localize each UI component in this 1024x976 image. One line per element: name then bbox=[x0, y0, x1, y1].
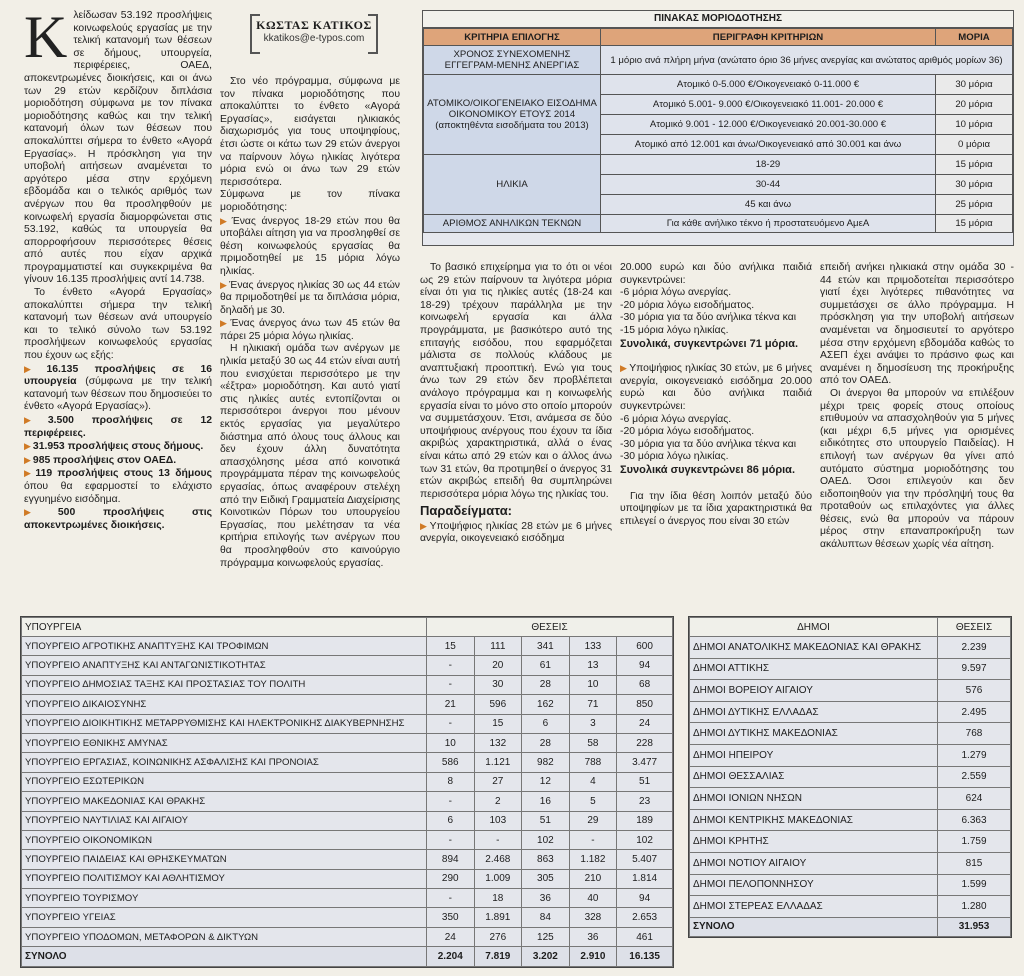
list-item: ▶ 500 προσλήψεις στις αποκεντρωμένες διοικήσεις. bbox=[24, 507, 212, 531]
criterion-description: Ατομικό 9.001 - 12.000 €/Οικογενειακό 20.001-30.000 € bbox=[601, 115, 936, 135]
score-line: -20 μόρια λόγω εισοδήματος. bbox=[620, 426, 755, 438]
table-cell: 3.477 bbox=[617, 753, 673, 772]
total-label: ΣΥΝΟΛΟ bbox=[690, 917, 938, 936]
table-cell: 15 bbox=[427, 637, 475, 656]
table-row bbox=[690, 874, 1011, 896]
table-cell: 328 bbox=[569, 908, 617, 927]
table-header-row bbox=[22, 618, 673, 637]
table-cell: 1.121 bbox=[474, 753, 522, 772]
table-row bbox=[22, 889, 673, 908]
table-row bbox=[22, 656, 673, 675]
municipality-name: ΔΗΜΟΙ ΘΕΣΣΑΛΙΑΣ bbox=[690, 766, 938, 788]
table-cell: - bbox=[474, 830, 522, 849]
table-cell: 28 bbox=[522, 733, 570, 752]
column-header: ΘΕΣΕΙΣ bbox=[427, 618, 673, 637]
municipality-name: ΔΗΜΟΙ ΑΝΑΤΟΛΙΚΗΣ ΜΑΚΕΔΟΝΙΑΣ ΚΑΙ ΘΡΑΚΗΣ bbox=[690, 637, 938, 659]
table-cell: 768 bbox=[938, 723, 1011, 745]
table-cell: 863 bbox=[522, 850, 570, 869]
table-cell: - bbox=[427, 714, 475, 733]
total-cell: 16.135 bbox=[617, 947, 673, 966]
table-cell: 111 bbox=[474, 637, 522, 656]
table-cell: 1.814 bbox=[617, 869, 673, 888]
table-row bbox=[690, 831, 1011, 853]
list-item: ▶ 3.500 προσλήψεις σε 12 περιφέρειες. bbox=[24, 415, 212, 439]
table-cell: 94 bbox=[617, 889, 673, 908]
table-cell: 12 bbox=[522, 772, 570, 791]
municipality-name: ΔΗΜΟΙ ΒΟΡΕΙΟΥ ΑΙΓΑΙΟΥ bbox=[690, 680, 938, 702]
table-row bbox=[424, 215, 1013, 233]
table-cell: 24 bbox=[427, 927, 475, 946]
criterion-points: 10 μόρια bbox=[936, 115, 1013, 135]
table-row bbox=[22, 830, 673, 849]
table-cell: 133 bbox=[569, 637, 617, 656]
table-cell: 189 bbox=[617, 811, 673, 830]
table-cell: 84 bbox=[522, 908, 570, 927]
table-cell: 1.759 bbox=[938, 831, 1011, 853]
table-row bbox=[690, 744, 1011, 766]
table-row bbox=[690, 766, 1011, 788]
column-header: ΜΟΡΙΑ bbox=[936, 29, 1013, 46]
criterion-description: 18-29 bbox=[601, 155, 936, 175]
municipality-name: ΔΗΜΟΙ ΚΕΝΤΡΙΚΗΣ ΜΑΚΕΔΟΝΙΑΣ bbox=[690, 809, 938, 831]
drop-cap: Κ bbox=[24, 4, 68, 70]
criterion-label: ΧΡΟΝΟΣ ΣΥΝΕΧΟΜΕΝΗΣ ΕΓΓΕΓΡΑΜ-ΜΕΝΗΣ ΑΝΕΡΓΙΑΣ bbox=[424, 46, 601, 75]
table-cell: 29 bbox=[569, 811, 617, 830]
table-row bbox=[690, 852, 1011, 874]
table-cell: 51 bbox=[617, 772, 673, 791]
table-cell: 1.182 bbox=[569, 850, 617, 869]
triangle-bullet-icon: ▶ bbox=[24, 441, 31, 452]
table-cell: 20 bbox=[474, 656, 522, 675]
example-2: ▶ Υποψήφιος ηλικίας 30 ετών, με 6 μήνες ανεργία, οικογενειακό εισόδημα 20.000 ευρώ και δύο ανήλικα παιδιά συγκεντρώνει: bbox=[620, 363, 812, 412]
ministry-name: ΥΠΟΥΡΓΕΙΟ ΑΓΡΟΤΙΚΗΣ ΑΝΑΠΤΥΞΗΣ ΚΑΙ ΤΡΟΦΙΜΩΝ bbox=[22, 637, 427, 656]
table-cell: 102 bbox=[617, 830, 673, 849]
table-row bbox=[22, 927, 673, 946]
municipality-name: ΔΗΜΟΙ ΙΟΝΙΩΝ ΝΗΣΩΝ bbox=[690, 788, 938, 810]
criterion-points: 0 μόρια bbox=[936, 135, 1013, 155]
table-cell: 71 bbox=[569, 695, 617, 714]
ministry-name: ΥΠΟΥΡΓΕΙΟ ΥΠΟΔΟΜΩΝ, ΜΕΤΑΦΟΡΩΝ & ΔΙΚΤΥΩΝ bbox=[22, 927, 427, 946]
table-cell: 162 bbox=[522, 695, 570, 714]
municipality-name: ΔΗΜΟΙ ΚΡΗΤΗΣ bbox=[690, 831, 938, 853]
score-line: -20 μόρια λόγω εισοδήματος. bbox=[620, 299, 755, 311]
table-row bbox=[22, 733, 673, 752]
municipalities-positions-table bbox=[688, 616, 1012, 938]
municipality-name: ΔΗΜΟΙ ΑΤΤΙΚΗΣ bbox=[690, 658, 938, 680]
article-column-3 bbox=[420, 262, 612, 546]
score-line: -30 μόρια λόγω ηλικίας. bbox=[620, 451, 729, 463]
table-cell: 94 bbox=[617, 656, 673, 675]
table-cell: 9.597 bbox=[938, 658, 1011, 680]
table-row bbox=[22, 772, 673, 791]
table-cell: 125 bbox=[522, 927, 570, 946]
paragraph: Για την ίδια θέση λοιπόν μεταξύ δύο υποψηφίων με τα ίδια χαρακτηριστικά θα επιλεγεί ο άνεργος που είναι 30 ετών bbox=[620, 490, 812, 527]
table-row bbox=[690, 809, 1011, 831]
criterion-label: ΑΤΟΜΙΚΟ/ΟΙΚΟΓΕΝΕΙΑΚΟ ΕΙΣΟΔΗΜΑ ΟΙΚΟΝΟΜΙΚΟΥ ΕΤΟΥΣ 2014 (αποκτηθέντα εισοδήματα του 2013) bbox=[424, 75, 601, 155]
article-column-4 bbox=[620, 262, 812, 528]
table-cell: 4 bbox=[569, 772, 617, 791]
table-cell: 2.653 bbox=[617, 908, 673, 927]
ministry-name: ΥΠΟΥΡΓΕΙΟ ΤΟΥΡΙΣΜΟΥ bbox=[22, 889, 427, 908]
criterion-description: 1 μόριο ανά πλήρη μήνα (ανώτατο όριο 36 μήνες ανεργίας και ανώτατος αριθμός μορίων 36) bbox=[601, 46, 1013, 75]
table-row bbox=[690, 896, 1011, 918]
list-item: ▶ 985 προσλήψεις στον ΟΑΕΔ. bbox=[24, 454, 177, 466]
list-item: ▶ 16.135 προσλήψεις σε 16 υπουργεία (σύμφωνα με την τελική κατανομή των θέσεων που δημοσιεύει το ένθετο «Αγορά Εργασίας»). bbox=[24, 363, 213, 413]
examples-heading: Παραδείγματα: bbox=[420, 503, 513, 519]
score-line: -30 μόρια για τα δύο ανήλικα τέκνα και bbox=[620, 312, 797, 324]
table-row bbox=[22, 695, 673, 714]
criterion-points: 30 μόρια bbox=[936, 75, 1013, 95]
ministry-name: ΥΠΟΥΡΓΕΙΟ ΠΑΙΔΕΙΑΣ ΚΑΙ ΘΡΗΣΚΕΥΜΑΤΩΝ bbox=[22, 850, 427, 869]
criterion-description: 45 και άνω bbox=[601, 195, 936, 215]
criterion-description: Ατομικό 0-5.000 €/Οικογενειακό 0-11.000 € bbox=[601, 75, 936, 95]
triangle-bullet-icon: ▶ bbox=[24, 468, 34, 479]
table-cell: 23 bbox=[617, 792, 673, 811]
ministries-positions-table bbox=[20, 616, 674, 968]
table-cell: 103 bbox=[474, 811, 522, 830]
table-cell: 341 bbox=[522, 637, 570, 656]
criterion-points: 20 μόρια bbox=[936, 95, 1013, 115]
table-total-row bbox=[690, 917, 1011, 936]
table-cell: 600 bbox=[617, 637, 673, 656]
paragraph: Το ένθετο «Αγορά Εργασίας» αποκαλύπτει σήμερα την τελική κατανομή των θέσεων ανά υπουργείο και το τελικό σύνολο των 53.192 προσλήψεων κοινωφελούς εργασίας που έχουν ως εξής: bbox=[24, 287, 212, 362]
triangle-bullet-icon: ▶ bbox=[24, 507, 56, 518]
list-item: ▶ 31.953 προσλήψεις στους δήμους. bbox=[24, 441, 204, 453]
table-cell: 1.599 bbox=[938, 874, 1011, 896]
table-row bbox=[22, 850, 673, 869]
table-cell: 2.559 bbox=[938, 766, 1011, 788]
table-cell: 2.495 bbox=[938, 701, 1011, 723]
paragraph: Στο νέο πρόγραμμα, σύμφωνα με τον πίνακα μοριοδότησης που αποκαλύπτει το ένθετο «Αγορά Εργασίας», εισάγεται ηλικιακός διαχωρισμός για τους υποψηφίους, έτσι ώστε οι κάτω των 29 ετών άνεργοι να παίρνουν λόγω ηλικίας λιγότερα μόρια ενώ οι άνω των 29 ετών περισσότερα. bbox=[220, 76, 400, 188]
hiring-summary-list bbox=[24, 363, 212, 533]
triangle-bullet-icon: ▶ bbox=[220, 279, 228, 290]
table-cell: 2.468 bbox=[474, 850, 522, 869]
table-row bbox=[22, 869, 673, 888]
column-header: ΘΕΣΕΙΣ bbox=[938, 618, 1011, 637]
score-total: Συνολικά συγκεντρώνει 86 μόρια. bbox=[620, 463, 795, 476]
score-line: -6 μόρια λόγω ανεργίας. bbox=[620, 287, 732, 299]
table-cell: 624 bbox=[938, 788, 1011, 810]
paragraph: Οι άνεργοι θα μπορούν να επιλέξουν μέχρι τρεις φορείς στους οποίους επιθυμούν να απασχοληθούν για 5 μήνες (και μέχρι 6,5 μήνες για ορισμένες ειδικότητες στο υπουργείο Παιδείας). Η επιλογή των ανέργων θα γίνει από αυτόματο σύστημα μοριοδότησης του ΟΑΕΔ. Όσοι επιλεγούν και δεν ειδοποιηθούν για την πρόσληψή τους θα προταθούν ως επιλαχόντες για άλλες θέσεις, ενώ θα μπορούν να πάρουν μέρος στην επαναπροκήρυξη των ακάλυπτων θέσεων χωρίς νέα αίτηση. bbox=[820, 387, 1014, 551]
table-row bbox=[690, 637, 1011, 659]
table-cell: 5 bbox=[569, 792, 617, 811]
list-item: ▶ Ένας άνεργος άνω των 45 ετών θα πάρει 25 μόρια λόγω ηλικίας. bbox=[220, 318, 400, 342]
list-item: ▶ 119 προσλήψεις στους 13 δήμους όπου θα εφαρμοστεί το ελάχιστο εγγυημένο εισόδημα. bbox=[24, 468, 212, 505]
table-header-row bbox=[424, 29, 1013, 46]
byline bbox=[250, 14, 378, 54]
list-item: ▶ Ένας άνεργος 18-29 ετών που θα υποβάλει αίτηση για να προσληφθεί σε θέση κοινωφελούς εργασίας θα πριμοδοτηθεί με 15 μόρια λόγω ηλικίας. bbox=[220, 215, 401, 277]
table-cell: 102 bbox=[522, 830, 570, 849]
table-row bbox=[22, 792, 673, 811]
table-row bbox=[22, 753, 673, 772]
table-cell: - bbox=[427, 830, 475, 849]
author-email: kkatikos@e-typos.com bbox=[263, 33, 365, 44]
list-item: ▶ Ένας άνεργος ηλικίας 30 ως 44 ετών θα πριμοδοτηθεί με τα διπλάσια μόρια, δηλαδή με 30. bbox=[220, 279, 400, 316]
total-cell: 7.819 bbox=[474, 947, 522, 966]
paragraph: Σύμφωνα με τον πίνακα μοριοδότησης: bbox=[220, 189, 400, 213]
table-cell: - bbox=[427, 889, 475, 908]
paragraph: επειδή ανήκει ηλικιακά στην ομάδα 30 - 44 ετών και πριμοδοτείται περισσότερο γιατί έχει λιγότερες πιθανότητες να συμμετάσχει σε άλλο πρόγραμμα. Η πρόσκληση για την υποβολή αιτήσεων αναμένεται να δημοσιευτεί το αργότερο μέσα στην ερχόμενη εβδομάδα καθώς το ΑΣΕΠ έχει ανάψει το πράσινο φως και αναμένει η δημοσίευση της προκήρυξης από τον ΟΑΕΔ. bbox=[820, 262, 1014, 387]
table-cell: 2.239 bbox=[938, 637, 1011, 659]
criterion-label: ΗΛΙΚΙΑ bbox=[424, 155, 601, 215]
municipality-name: ΔΗΜΟΙ ΗΠΕΙΡΟΥ bbox=[690, 744, 938, 766]
table-cell: 3 bbox=[569, 714, 617, 733]
table-cell: - bbox=[427, 792, 475, 811]
table-cell: 228 bbox=[617, 733, 673, 752]
table-cell: 21 bbox=[427, 695, 475, 714]
score-line: -15 μόρια λόγω ηλικίας. bbox=[620, 324, 729, 336]
table-cell: - bbox=[427, 656, 475, 675]
paragraph: Το βασικό επιχείρημα για το ότι οι νέοι ως 29 ετών παίρνουν τα λιγότερα μόρια είναι ότι για τις ηλικίες αυτές (18-24 και 18-29) τρέχουν παράλληλα με την κοινωφελή εργασία και άλλα προγράμματα, με βασικότερο αυτό της επιταγής εισόδου, που εφαρμόζεται μάλιστα σε πολλούς κλάδους με αναπτυξιακή προοπτική. Ενώ για τους άνω των 29 ετών δεν προβλέπεται ανάλογο πρόγραμμα και η κοινωφελής εργασία είναι το μόνο στο οποίο μπορούν να συμμετάσχουν. Έτσι, ανάμεσα σε δύο υποψήφιους ανέργους που έχουν τα ίδια ακριβώς χαρακτηριστικά, αλλά ο ένας είναι κάτω από 29 ετών και ο άλλος άνω των 31 ετών, θα προτιμηθεί ο άνεργος 31 ετών ακριβώς επειδή θα συμπληρώνει περισσότερα μόρια λόγω της ηλικίας του. bbox=[420, 262, 612, 500]
score-total: Συνολικά, συγκεντρώνει 71 μόρια. bbox=[620, 337, 799, 350]
triangle-bullet-icon: ▶ bbox=[420, 520, 428, 531]
score-line: -6 μόρια λόγω ανεργίας. bbox=[620, 413, 732, 425]
table-cell: 2 bbox=[474, 792, 522, 811]
criterion-points: 30 μόρια bbox=[936, 175, 1013, 195]
table-cell: 815 bbox=[938, 852, 1011, 874]
table-row bbox=[22, 714, 673, 733]
table-cell: 10 bbox=[569, 675, 617, 694]
triangle-bullet-icon: ▶ bbox=[24, 454, 31, 465]
table-row bbox=[690, 788, 1011, 810]
table-cell: 1.891 bbox=[474, 908, 522, 927]
table-cell: 982 bbox=[522, 753, 570, 772]
table-cell: 461 bbox=[617, 927, 673, 946]
column-header: ΥΠΟΥΡΓΕΙΑ bbox=[22, 618, 427, 637]
triangle-bullet-icon: ▶ bbox=[24, 363, 45, 374]
table-cell: 850 bbox=[617, 695, 673, 714]
example-1: ▶ Υποψήφιος ηλικίας 28 ετών με 6 μήνες ανεργία, οικογενειακό εισόδημα bbox=[420, 520, 613, 545]
table-cell: 51 bbox=[522, 811, 570, 830]
ministry-name: ΥΠΟΥΡΓΕΙΟ ΕΡΓΑΣΙΑΣ, ΚΟΙΝΩΝΙΚΗΣ ΑΣΦΑΛΙΣΗΣ ΚΑΙ ΠΡΟΝΟΙΑΣ bbox=[22, 753, 427, 772]
table-cell: 8 bbox=[427, 772, 475, 791]
ministry-name: ΥΠΟΥΡΓΕΙΟ ΔΗΜΟΣΙΑΣ ΤΑΞΗΣ ΚΑΙ ΠΡΟΣΤΑΣΙΑΣ ΤΟΥ ΠΟΛΙΤΗ bbox=[22, 675, 427, 694]
column-header: ΔΗΜΟΙ bbox=[690, 618, 938, 637]
table-cell: - bbox=[427, 675, 475, 694]
triangle-bullet-icon: ▶ bbox=[220, 318, 229, 329]
table-title: ΠΙΝΑΚΑΣ ΜΟΡΙΟΔΟΤΗΣΗΣ bbox=[423, 11, 1013, 28]
table-cell: 6 bbox=[427, 811, 475, 830]
table-cell: 40 bbox=[569, 889, 617, 908]
table-cell: 894 bbox=[427, 850, 475, 869]
total-cell: 3.202 bbox=[522, 947, 570, 966]
table-row bbox=[22, 811, 673, 830]
ministry-name: ΥΠΟΥΡΓΕΙΟ ΔΙΚΑΙΟΣΥΝΗΣ bbox=[22, 695, 427, 714]
table-cell: 788 bbox=[569, 753, 617, 772]
table-cell: 1.279 bbox=[938, 744, 1011, 766]
ministry-name: ΥΠΟΥΡΓΕΙΟ ΥΓΕΙΑΣ bbox=[22, 908, 427, 927]
table-cell: 10 bbox=[427, 733, 475, 752]
ministry-name: ΥΠΟΥΡΓΕΙΟ ΑΝΑΠΤΥΞΗΣ ΚΑΙ ΑΝΤΑΓΩΝΙΣΤΙΚΟΤΗΤΑΣ bbox=[22, 656, 427, 675]
total-cell: 31.953 bbox=[938, 917, 1011, 936]
table-row bbox=[690, 723, 1011, 745]
table-cell: 27 bbox=[474, 772, 522, 791]
criterion-points: 15 μόρια bbox=[936, 155, 1013, 175]
table-cell: 18 bbox=[474, 889, 522, 908]
table-cell: 61 bbox=[522, 656, 570, 675]
column-header: ΠΕΡΙΓΡΑΦΗ ΚΡΙΤΗΡΙΩΝ bbox=[601, 29, 936, 46]
table-cell: 576 bbox=[938, 680, 1011, 702]
total-label: ΣΥΝΟΛΟ bbox=[22, 947, 427, 966]
table-cell: 6 bbox=[522, 714, 570, 733]
table-row bbox=[424, 46, 1013, 75]
criterion-points: 25 μόρια bbox=[936, 195, 1013, 215]
municipality-name: ΔΗΜΟΙ ΔΥΤΙΚΗΣ ΜΑΚΕΔΟΝΙΑΣ bbox=[690, 723, 938, 745]
ministry-name: ΥΠΟΥΡΓΕΙΟ ΔΙΟΙΚΗΤΙΚΗΣ ΜΕΤΑΡΡΥΘΜΙΣΗΣ ΚΑΙ ΗΛΕΚΤΡΟΝΙΚΗΣ ΔΙΑΚΥΒΕΡΝΗΣΗΣ bbox=[22, 714, 427, 733]
table-row bbox=[424, 75, 1013, 95]
table-header-row bbox=[690, 618, 1011, 637]
criterion-description: 30-44 bbox=[601, 175, 936, 195]
table-cell: 36 bbox=[569, 927, 617, 946]
author-name: ΚΩΣΤΑΣ ΚΑΤΙΚΟΣ bbox=[256, 18, 372, 32]
ministry-name: ΥΠΟΥΡΓΕΙΟ ΕΘΝΙΚΗΣ ΑΜΥΝΑΣ bbox=[22, 733, 427, 752]
lead-paragraph: λείδωσαν 53.192 προσλήψεις κοινωφελούς εργασίας με την τελική κατανομή των θέσεων σε δήμους, υπουργεία, περιφέρειες, ΟΑΕΔ, αποκεντρωμένες διοικήσεις, και οι άνω των 29 ετών κερδίζουν διπλάσια μοριοδότηση σύμφωνα με τον πίνακα μοριοδότησης καθώς και την τελική κατανομή όλων των θέσεων που αποκαλύπτει σήμερα το ένθετο «Αγορά Εργασίας». Η πρόσκληση για την υποβολή αιτήσεων αναμένεται το αργότερο μέσα στην ερχόμενη εβδομάδα και ο τελικός αριθμός των ανέργων που θα προσληφθούν με κοινωφελή εργασία διαμορφώνεται στις 53.192, καθώς τα υπουργεία θα απορροφήσουν περισσότερες θέσεις από αυτές που είχαν αρχικά προγραμματιστεί και συγκεκριμένα θα γίνουν 16.135 προσλήψεις αντί 14.738. bbox=[24, 10, 212, 286]
table-cell: 15 bbox=[474, 714, 522, 733]
article-column-2 bbox=[220, 76, 400, 570]
ministry-name: ΥΠΟΥΡΓΕΙΟ ΟΙΚΟΝΟΜΙΚΩΝ bbox=[22, 830, 427, 849]
table-row bbox=[690, 658, 1011, 680]
table-cell: 36 bbox=[522, 889, 570, 908]
criterion-description: Ατομικό 5.001- 9.000 €/Οικογενειακό 11.001- 20.000 € bbox=[601, 95, 936, 115]
municipality-name: ΔΗΜΟΙ ΣΤΕΡΕΑΣ ΕΛΛΑΔΑΣ bbox=[690, 896, 938, 918]
scoring-criteria-table bbox=[422, 10, 1014, 246]
table-cell: 28 bbox=[522, 675, 570, 694]
table-row bbox=[690, 680, 1011, 702]
ministry-name: ΥΠΟΥΡΓΕΙΟ ΠΟΛΙΤΙΣΜΟΥ ΚΑΙ ΑΘΛΗΤΙΣΜΟΥ bbox=[22, 869, 427, 888]
ministry-name: ΥΠΟΥΡΓΕΙΟ ΝΑΥΤΙΛΙΑΣ ΚΑΙ ΑΙΓΑΙΟΥ bbox=[22, 811, 427, 830]
triangle-bullet-icon: ▶ bbox=[620, 363, 628, 374]
table-cell: - bbox=[569, 830, 617, 849]
municipality-name: ΔΗΜΟΙ ΔΥΤΙΚΗΣ ΕΛΛΑΔΑΣ bbox=[690, 701, 938, 723]
paragraph: 20.000 ευρώ και δύο ανήλικα παιδιά συγκεντρώνει: bbox=[620, 262, 812, 286]
table-cell: 1.280 bbox=[938, 896, 1011, 918]
score-line: -30 μόρια για τα δύο ανήλικα τέκνα και bbox=[620, 438, 797, 450]
criterion-label: ΑΡΙΘΜΟΣ ΑΝΗΛΙΚΩΝ ΤΕΚΝΩΝ bbox=[424, 215, 601, 233]
ministry-name: ΥΠΟΥΡΓΕΙΟ ΜΑΚΕΔΟΝΙΑΣ ΚΑΙ ΘΡΑΚΗΣ bbox=[22, 792, 427, 811]
table-cell: 132 bbox=[474, 733, 522, 752]
ministry-name: ΥΠΟΥΡΓΕΙΟ ΕΣΩΤΕΡΙΚΩΝ bbox=[22, 772, 427, 791]
table-total-row bbox=[22, 947, 673, 966]
table-cell: 290 bbox=[427, 869, 475, 888]
table-cell: 586 bbox=[427, 753, 475, 772]
municipality-name: ΔΗΜΟΙ ΠΕΛΟΠΟΝΝΗΣΟΥ bbox=[690, 874, 938, 896]
table-cell: 58 bbox=[569, 733, 617, 752]
criterion-points: 15 μόρια bbox=[936, 215, 1013, 233]
criterion-description: Για κάθε ανήλικο τέκνο ή προστατευόμενο ΑμεΑ bbox=[601, 215, 936, 233]
total-cell: 2.204 bbox=[427, 947, 475, 966]
bracket-right bbox=[368, 14, 378, 54]
table-row bbox=[690, 701, 1011, 723]
article-column-1 bbox=[24, 4, 213, 532]
triangle-bullet-icon: ▶ bbox=[220, 215, 230, 226]
municipality-name: ΔΗΜΟΙ ΝΟΤΙΟΥ ΑΙΓΑΙΟΥ bbox=[690, 852, 938, 874]
table-cell: 30 bbox=[474, 675, 522, 694]
table-cell: 6.363 bbox=[938, 809, 1011, 831]
table-cell: 596 bbox=[474, 695, 522, 714]
table-cell: 276 bbox=[474, 927, 522, 946]
paragraph: Η ηλικιακή ομάδα των ανέργων με ηλικία μεταξύ 30 ως 44 ετών είναι αυτή που ενισχύεται περισσότερο με την «έξτρα» μοριοδότηση. Και αυτό γιατί στις ηλικίες αυτές εντοπίζονται οι περισσότεροι άνεργοι που μένουν εκτός εργασίας για μεγαλύτερο διάστημα από όλους τους άλλους και δεν έχουν άλλη δυνατότητα απασχόλησης μέσα από κοινοτικά προγράμματα πέραν της κοινωφελούς εργασίας, όπως αναφέρουν στελέχη από την Ειδική Γραμματεία Διαχείρισης Κοινοτικών Πόρων του υπουργείου Εργασίας, που μελέτησαν τα νέα κριτήρια επιλογής των ανέργων που θα προσληφθούν στο καινούργιο πρόγραμμα κοινωφελούς εργασίας. bbox=[220, 343, 400, 569]
table-cell: 5.407 bbox=[617, 850, 673, 869]
column-header: ΚΡΙΤΗΡΙΑ ΕΠΙΛΟΓΗΣ bbox=[424, 29, 601, 46]
table-cell: 210 bbox=[569, 869, 617, 888]
table-cell: 13 bbox=[569, 656, 617, 675]
table-cell: 1.009 bbox=[474, 869, 522, 888]
criterion-description: Ατομικό από 12.001 και άνω/Οικογενειακό από 30.001 και άνω bbox=[601, 135, 936, 155]
table-cell: 350 bbox=[427, 908, 475, 927]
table-cell: 24 bbox=[617, 714, 673, 733]
table-cell: 68 bbox=[617, 675, 673, 694]
total-cell: 2.910 bbox=[569, 947, 617, 966]
table-row bbox=[424, 155, 1013, 175]
table-cell: 305 bbox=[522, 869, 570, 888]
table-row bbox=[22, 675, 673, 694]
table-cell: 16 bbox=[522, 792, 570, 811]
article-column-5 bbox=[820, 262, 1014, 552]
bracket-left bbox=[250, 14, 260, 54]
table-row bbox=[22, 908, 673, 927]
triangle-bullet-icon: ▶ bbox=[24, 415, 46, 425]
table-row bbox=[22, 637, 673, 656]
